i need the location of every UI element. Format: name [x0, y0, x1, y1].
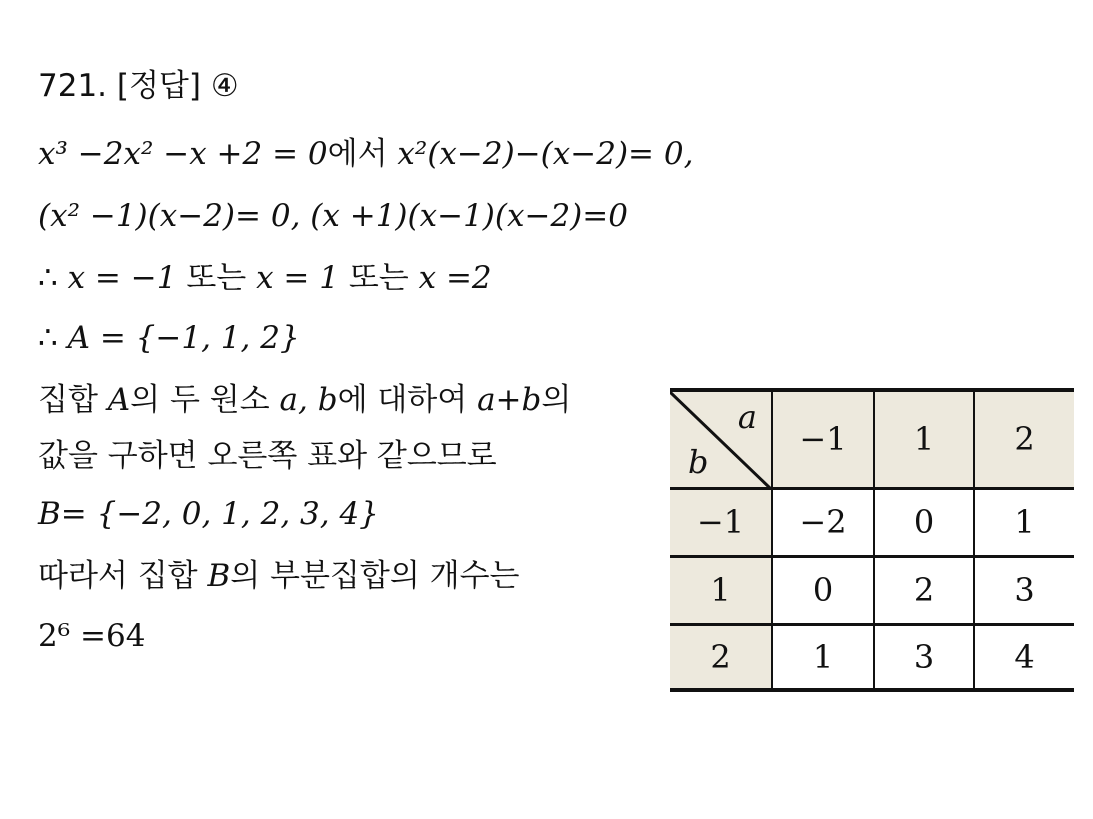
solution-line-1	[38, 134, 693, 174]
vars-a-b: a, b	[279, 382, 338, 418]
root-1: x = −1	[67, 260, 177, 296]
text-segment: 의 부분집합의 개수는	[230, 558, 520, 594]
var-a: A	[107, 382, 131, 418]
corner-label-a: a	[737, 398, 757, 436]
row-header: 2	[670, 624, 772, 690]
text-segment: 집합	[38, 382, 98, 418]
table-corner-cell	[670, 390, 772, 488]
root-3: x =2	[418, 260, 492, 296]
solution-line-3	[38, 258, 492, 298]
cubic-equation: x³ −2x² −x +2 = 0	[38, 136, 328, 172]
table-cell: 1	[772, 624, 874, 690]
solution-line-5	[38, 380, 571, 420]
text-segment: 의	[541, 382, 572, 418]
table-cell: 0	[874, 488, 974, 556]
therefore-symbol: ∴	[38, 260, 58, 296]
row-header: −1	[670, 488, 772, 556]
set-a: A = {−1, 1, 2}	[67, 320, 300, 356]
sum-expression: a+b	[477, 382, 542, 418]
therefore-symbol: ∴	[38, 320, 58, 356]
solution-line-4	[38, 318, 300, 358]
table-cell: 3	[874, 624, 974, 690]
table-cell: 0	[772, 556, 874, 624]
text-segment: 의 두 원소	[130, 382, 270, 418]
column-header: 2	[974, 390, 1074, 488]
solution-line-2	[38, 196, 628, 236]
text-segment: 에 대하여	[337, 382, 468, 418]
partial-factorization: (x² −1)(x−2)= 0,	[38, 198, 301, 234]
table-cell: 3	[974, 556, 1074, 624]
factored-equation: x²(x−2)−(x−2)= 0,	[397, 136, 694, 172]
table-cell: 2	[874, 556, 974, 624]
column-header: −1	[772, 390, 874, 488]
solution-line-9	[38, 616, 145, 656]
or-text-2: 또는	[348, 260, 409, 296]
root-2: x = 1	[256, 260, 339, 296]
problem-heading	[38, 66, 239, 106]
solution-line-8	[38, 556, 519, 596]
subset-count: 2⁶ =64	[38, 618, 146, 654]
solution-line-7	[38, 494, 379, 534]
answer-tag: [정답]	[116, 68, 201, 104]
problem-number: 721.	[38, 68, 108, 104]
corner-label-b: b	[688, 442, 709, 481]
solution-line-6	[38, 436, 497, 476]
table-row	[670, 556, 1074, 624]
or-text-1: 또는	[186, 260, 247, 296]
table-row	[670, 624, 1074, 690]
var-b: B	[207, 558, 231, 594]
text-segment: 따라서 집합	[38, 558, 198, 594]
full-factorization: (x +1)(x−1)(x−2)=0	[310, 198, 628, 234]
table-cell: −2	[772, 488, 874, 556]
sum-table	[670, 388, 1074, 692]
text-segment: 값을 구하면 오른쪽 표와 같으므로	[38, 438, 497, 474]
table-header-row	[670, 390, 1074, 488]
connector-text: 에서	[327, 136, 388, 172]
table-cell: 4	[974, 624, 1074, 690]
set-b: B= {−2, 0, 1, 2, 3, 4}	[38, 496, 379, 532]
table-row	[670, 488, 1074, 556]
row-header: 1	[670, 556, 772, 624]
column-header: 1	[874, 390, 974, 488]
answer-choice: ④	[210, 68, 239, 104]
table-cell: 1	[974, 488, 1074, 556]
